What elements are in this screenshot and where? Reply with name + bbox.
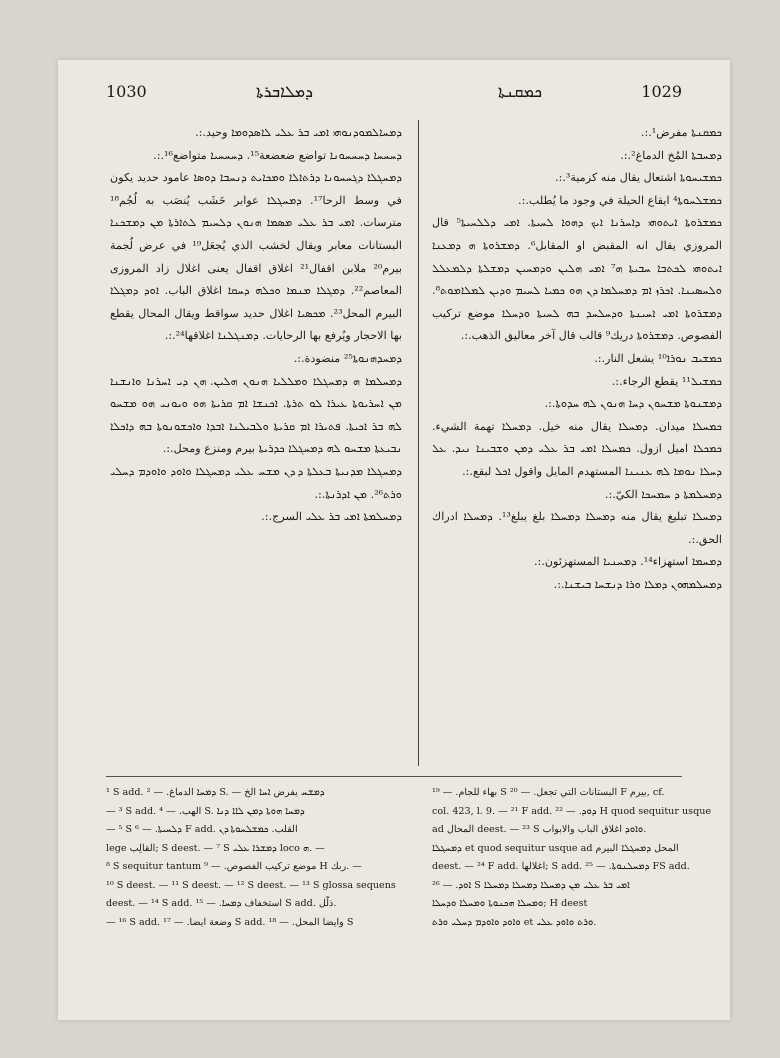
- footnote-line: ⁸ S sequitur tantum موضع تركيب الفصوص. — ⁹ H ربك. —: [106, 861, 362, 872]
- lexicon-entry: ܕܡܚܒܬܐ المُخ الدماغ².:.: [620, 148, 722, 162]
- footnote-line: ܘܡܚܠܐ ܗܟܢܘܬܐ ܘܡܚܠܐ ܘܕܚܠܐ; H deest: [432, 898, 588, 909]
- lexicon-entry: ܕܡܚܠܡܬܐ ܐܡܝ ܒܪ ܥܠܝ السرج.:.: [261, 510, 402, 524]
- footnote-line: ad المحال deest. — ²³ S ܘܐܘܕ اغلاق الباب والابواب.: [432, 824, 647, 835]
- lexicon-entry: ܟܡܚܠܐ ميدان. ܕܡܚܠܐ يقال منه خيل. ܕܡܚܠܐ تهمة الشيء. ܟܡܟܠܐ اميل ازول. ܟܡܚܠܐ ܐܡܝ ܒܪ ܥܠܝ ܕܡܢ ܘܫܒܝܢܐ ܢܝܕ. ܥܠ ܕܚܠܐ ܢܘܡܐ ܠܗ ܥܢܝܢܐ المستهدم المايل واقول ܐܟܠ لبقع.:.: [432, 419, 722, 478]
- page-number-left: 1030: [106, 82, 147, 101]
- lexicon-entry: ܟܡܫܝܠ¹¹ يقطع الرجاء.:.: [611, 374, 722, 388]
- footnote-line: deest. — ¹⁴ S add. استخفاف ܕܡܚܐ. — ¹⁵ S add. ذلّل.: [106, 898, 337, 909]
- footnote-line: — ¹⁶ S add. وضعة ايضا. — ¹⁷ S add. وايضا المحل. — ¹⁸ S: [106, 916, 354, 928]
- running-title-right: ܟܡܩܢܬܐ: [497, 82, 542, 101]
- footnote-line: lege القالِب; S deest. — ⁷ S ܕܡܫܪܐ ܥܠܝ loco ܗ. —: [106, 842, 325, 854]
- lexicon-entry: ܟܡܫܝܒ ܢܘܪܐ¹⁰ يشعل النار.:.: [594, 351, 722, 365]
- running-title-left: ܕܡܠܐܒܪܬܐ: [256, 82, 314, 101]
- page-number-right: 1029: [641, 82, 682, 101]
- lexicon-entry: ܕܡܚܐܠܡܘܕܢܘܗܝ ܐܡܝ ܒܪ ܥܠܝ ܠܐܣܕܘܡܐ وحيد.:.: [195, 126, 402, 139]
- lexicon-entry: ܟܡܩܢܬܐ مفرض¹.:.: [640, 126, 722, 139]
- lexicon-entry: ܕܡܚܓܠܐ ܕܓܚܚܘܢܐ ܕܪܬܐܠܐ ܘܡܟܐܝܬ ܕܢܚܒܐ ܕܘܣܐ عامود حديد يكون في وسط الرحا¹⁷. ܕܡܚܓܠܐ عوابر خَشَب يُنصَب به لُجُم¹⁸ مترسات. ܐܡܝ ܒܪ ܥܠܝ ܡܣܡܐ ܗܢܘܢ ܕܠܚܝܡ ܠܬܐܪܬܐ ܡܢ ܕܡܫܟܢܐ البستانات معابر ويقال لخشب الذي يُجعَل¹⁹ في عرض لُجمة بيرم²⁰ ملابن اقفال²¹ اغلاق اقفال يعنى اغلال زاد المروزى المعاصم²². ܕܡܓܠܐ ܡܢܡܐ ܘܟܠܗ ܕܚܩܐ اغلاق الباب. ܐܘܕ ܕܡܓܠܐ البيرم المحل²³. ܡܟܣܝܐ اغلال حديد سواقط ويقال المحال يقطع بها الاحجار ويُرفع بها الرحايات. ܕܡܢܓܠܢܐ اغلاقها²⁴.:.: [110, 171, 402, 343]
- lexicon-entry: ܕܡܚܠܡܐ ܗ ܕܡܚܓܠܐ ܘܡܠܠܝܐ ܗܢܘܢ ܗܠܝܢ. ܗܢ ܕܝ ܐܚܪܢܐ ܘܐܢܫܢܐ ܡܢ ܐܚܪܝܘܬܐ ܥܝܪܐ ܠܘ ܬܪܬܐ. ܐܟܢܫܐ ܐܡ ܩܪܝܬܐ ܗܘ ܘܝܘܢܝ ܗܘ ܡܫܚܘ ܠܗ ܒܪ ܐܟܝܬܐ. ܦܬܝܪܐ ܐܡ ܩܪܝܬܐ ܘܠܒܝܠܢܐ ܐܒܕܐ ܘܐܟܫܘܢܘܬܐ ܒܗ ܕܐܟܠܐ ܢܒܝܥܬܐ ܡܫܚܘ ܠܗ ܕܡܚܓܠܐ ܟܕܪܝܬܐ بيرم ومنزع ومحل.:.: [110, 374, 402, 456]
- footnotes-right: [432, 784, 722, 984]
- footnote-line: ¹⁰ S deest. — ¹¹ S deest. — ¹² S deest. — ¹³ S glossa sequens: [106, 879, 396, 891]
- footnote-line: ¹ S add. ܕܡܚܐ الدماغ. — ² S. — ܕܡܫܚ يفرض ܐܚܐ الخ: [106, 787, 325, 798]
- footnote-divider: [106, 776, 682, 777]
- lexicon-entry: ܕܚܚܚܐ ܕܚܚܚܘܢܐ تواضع ضعضعة¹⁵. ܕܚܚܚܝܐ متواضع¹⁶.:.: [153, 148, 402, 162]
- footnote-line: ܕܡܚܓܠܐ et quod sequitur usque ad المحل ܕܡܚܓܠܐ البيرم: [432, 842, 679, 854]
- footnote-line: بهاء للجام. — ¹⁹ S البستانات التي تجعل. — ²⁰ F بيرم, cf.: [432, 787, 665, 798]
- lexicon-entry: ܕܡܚܠܐ تبليغ يقال منه ܕܡܚܠܐ ܕܡܚܠܐ بلغ يبلغ¹³. ܕܡܚܠܐ ادراك الحق.:.: [432, 510, 722, 546]
- lexicon-entry: ܕܡܫܢܘܬܐ ܡܫܚܘܢ ܕܚܐ ܗܢܘܢ ܠܗ ܚܕܘܬܐ.:.: [544, 397, 722, 411]
- text-column-left: [110, 122, 402, 762]
- lexicon-entry: ܟܡܫܝܚܘܬܐ اشتعال يقال منه كزمية³.:.: [555, 171, 722, 185]
- text-column-right: [432, 122, 722, 762]
- footnote-line: deest. — ²⁴ F add. اغلالها; S add. ܕܡܚܠܢܘܬܐ. — ²⁵ FS add.: [432, 861, 690, 872]
- footnote-line: ܘܐܘܕ ܘܐܘܕܡ ܕܚܠܝ ܘܪܬ et ܘܪܬ ܘܐܘܕ ܥܠܝ.: [432, 916, 597, 928]
- lexicon-entry: ܕܡܚܓܠܐ ܡܕܢܝܬܐ ܒܥܠܬܐ ܕ ܕܢ ܡܫܚ ܥܠܝ ܕܡܚܓܠܐ ܘܐܘܕ ܘܐܘܕܡ ܕܚܠܝ ܘܪܬ²⁶. ܡܢ ܐܕܪܢܬܐ.:.: [110, 464, 402, 501]
- lexicon-entry: ܕܡܚܡܐ استهزاء¹⁴. ܕܡܚܢܝܐ المستهزئون.:.: [533, 555, 722, 569]
- lexicon-entry: ܕܡܚܕܗܢܘܬܐ²⁵ منضودة.:.: [293, 351, 402, 365]
- lexicon-entry: ܕܡܚܠܡܬܐ ܕ ܚܡܚܟܐ الكيّ.:.: [604, 487, 722, 501]
- column-divider: [418, 120, 419, 766]
- footnote-line: — ³ S add. الهب. — ⁴ S. ܕܡܚܐ ܗܘܬܐ ܕܡܢ ܠܐܐ ܕܢܐ: [106, 805, 305, 817]
- book-page: [58, 60, 730, 1020]
- lexicon-entry: ܕܡܚܠܡܗܘܢ ܕܡܠܐ ܘܪܐ ܕܢܫܚܐ ܒܝܫܢܐ.:.: [553, 577, 722, 591]
- footnote-line: — ⁵ S ܕܠܚܝܬܐ. — ⁶ F add. القلب. ܟܡܫܠܚܘܬܐ ܕܢ: [106, 824, 298, 835]
- lexicon-entry: ܟܡܫܪܘܬܐ ܐܝܬܘܗܝ ܕܐܚܪܢܐ ܐܝܟ ܕܗܘܐ ܠܚܝܬܐ. ܐܡܝ ܕܠܠܚܝܬܐ⁵ قال المروزي يقال انه المقبض او المقابل⁶. ܕܡܫܪܘܬܐ ܗ ܕܡܥܢܐ ܐܝܬܘܗܝ ܠܟܬܒܐ ܚܒܝܬܐ ܗ⁷ ܐܡܝ ܗܠܝܢ ܘܕܡܚܝܢ ܕܡܫܠܬܐ ܕܠܡܥܠܠ ܘܠܚܣܝܢܐ. ܐܟܪܙ ܐܡ ܕܡܚܠܡܐ ܕܢ ܗܘ ܟܡܝܐ ܠܚܝܡ ܘܕܝܢ ܠܡܠܐܡܘܬ⁸. ܕܡܫܪܘܬܐ ܐܡܝ ܐܚܝܢܬܐ ܘܕܚܠܚܕ ܒܗ ܠܚܝܬܐ ܘܕܚܠܐ موضع تركيب الفصوص. ܕܡܫܪܘܬܐ دريك⁹ قالب قال آخر معاليق الذهب.:.: [432, 216, 722, 343]
- page-header: [106, 82, 682, 106]
- footnote-line: col. 423, l. 9. — ²¹ F add. ܕܘܕ. — ²² H quod sequitur usque: [432, 805, 712, 817]
- footnote-line: ܐܘܕ. — ²⁶ S ܐܡܝ ܒܪ ܥܠܝ ܡܢ ܕܡܚܠܐ ܕܡܚܠܐ ܕܡܚܠܐ: [432, 879, 630, 891]
- lexicon-entry: ܟܡܫܠܚܘܬܐ⁴ ايقاع الحيلة في وجود ما يُطلب.:.: [518, 193, 722, 207]
- footnotes-left: [106, 784, 406, 984]
